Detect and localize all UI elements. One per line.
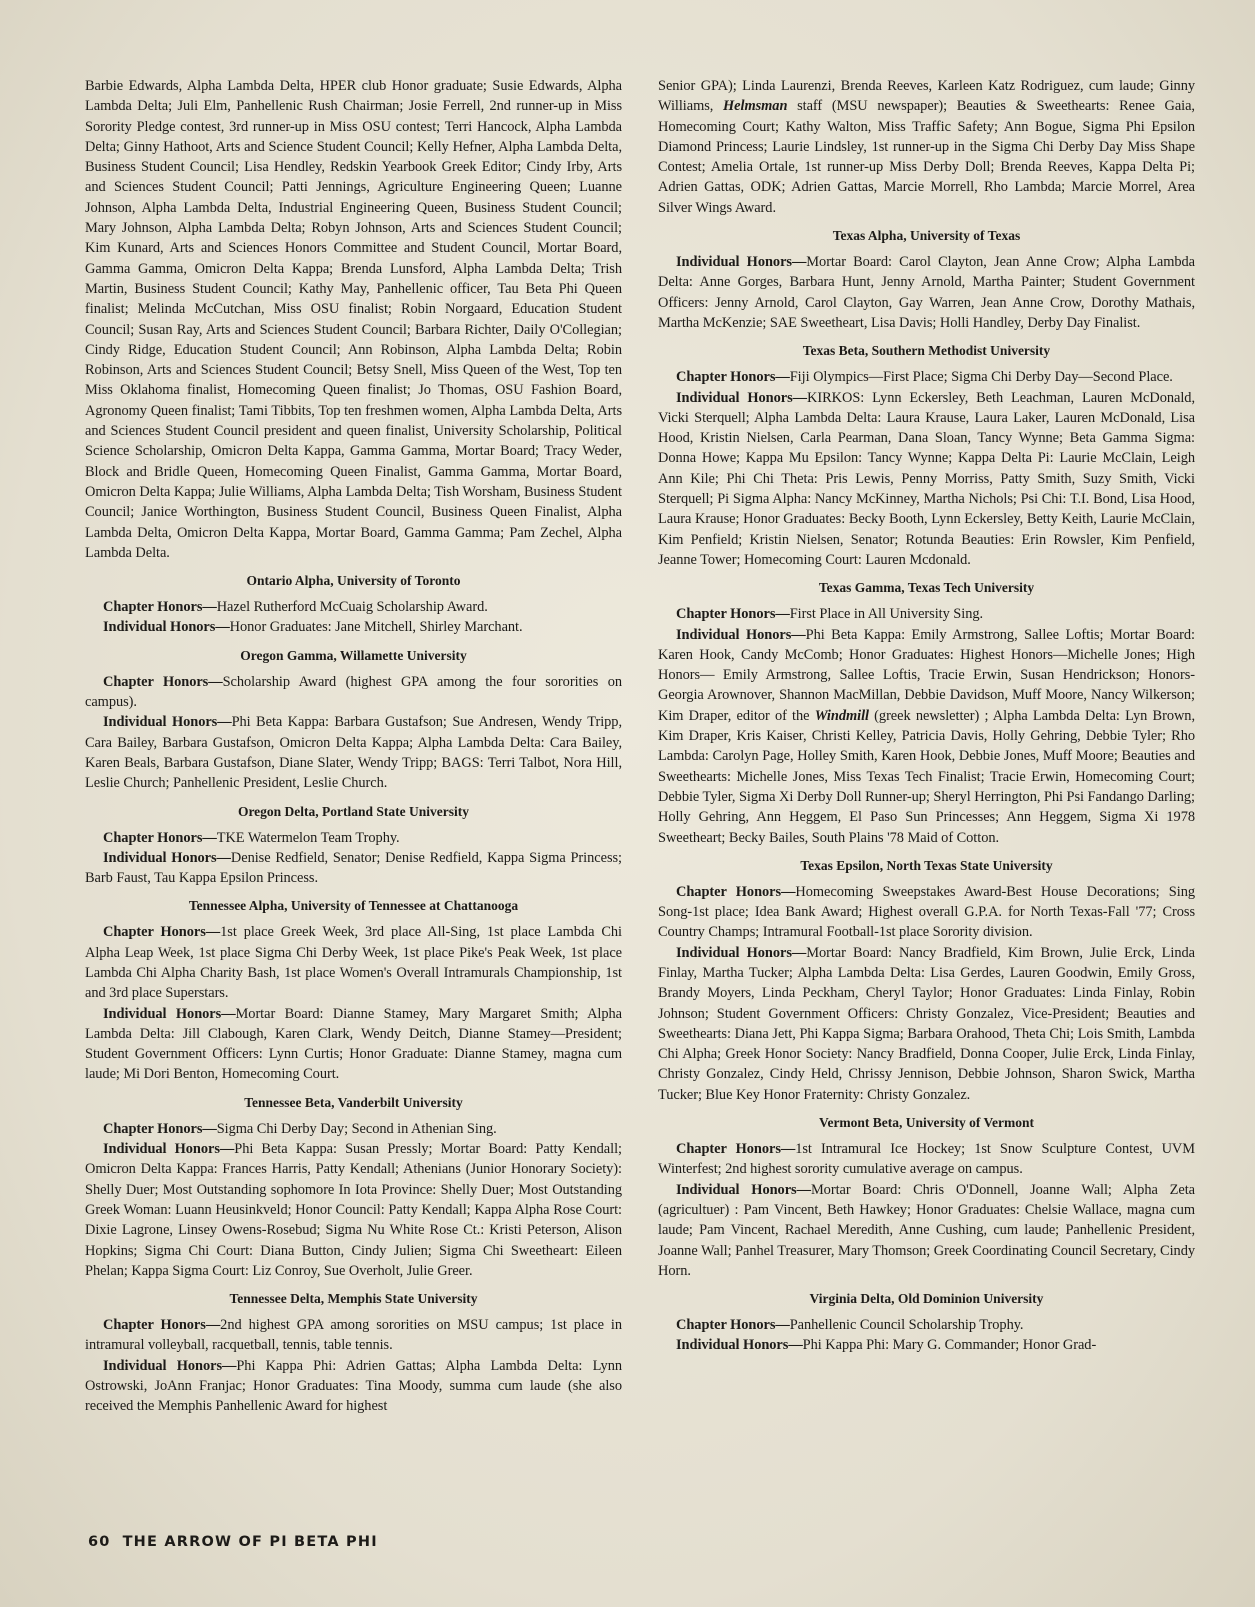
chapter-heading-oregon-gamma: Oregon Gamma, Willamette University xyxy=(240,647,467,663)
newspaper-title: Helmsman xyxy=(723,98,788,115)
individual-honors-label: Individual Honors— xyxy=(103,619,230,636)
individual-honors-oregon-gamma xyxy=(85,712,622,793)
individual-honors-oregon-delta xyxy=(85,848,622,889)
individual-honors-text: Mortar Board: Carol Clayton, Jean Anne Crow; Alpha Lambda Delta: Anne Gorges, Barbara Hunt, Jenny Arnold, Martha Painter; Student Government Officers: Jenny Arnold, Carol Clayton, Gay Warren, Jean Anne Crow, Dorothy Mathais, Martha McKenzie; SAE Sweetheart, Lisa Davis; Holli Handley, Derby Day Finalist. xyxy=(658,254,1195,331)
chapter-honors-label: Chapter Honors— xyxy=(103,599,217,616)
chapter-honors-tennessee-delta xyxy=(85,1315,622,1356)
individual-honors-text: Phi Beta Kappa: Susan Pressly; Mortar Board: Patty Kendall; Omicron Delta Kappa: Frances Harris, Patty Kendall; Athenians (Junior Honorary Society): Shelly Duer; Most Outstanding sophomore In Iota Province: Shelly Duer; Most Outstanding Greek Woman: Luann Heusinkveld; Honor Council: Patty Kendall; Kappa Alpha Rose Court: Dixie Lagrone, Linsey Owens-Rosebud; Sigma Nu White Rose Ct.: Kristi Peterson, Alison Hopkins; Sigma Chi Court: Diana Button, Cindy Julien; Sigma Chi Sweetheart: Eileen Phelan; Kappa Sigma Court: Liz Conroy, Sue Overholt, Julie Greer. xyxy=(85,1141,622,1279)
chapter-honors-oregon-gamma xyxy=(85,672,622,713)
individual-honors-ontario-alpha xyxy=(85,617,622,637)
page-footer xyxy=(88,1534,378,1550)
individual-honors-label: Individual Honors— xyxy=(676,254,807,271)
chapter-honors-text: Scholarship Award (highest GPA among the four sororities on campus). xyxy=(85,673,622,711)
individual-honors-virginia-delta xyxy=(658,1335,1195,1355)
chapter-honors-label: Chapter Honors— xyxy=(103,924,221,941)
chapter-honors-oregon-delta xyxy=(85,828,622,848)
individual-honors-label: Individual Honors— xyxy=(676,1337,803,1354)
chapter-honors-text: Sigma Chi Derby Day; Second in Athenian Sing. xyxy=(216,1120,497,1137)
individual-honors-label: Individual Honors— xyxy=(103,714,232,731)
chapter-heading-tennessee-alpha: Tennessee Alpha, University of Tennessee at Chattanooga xyxy=(188,898,519,914)
chapter-honors-tennessee-beta xyxy=(85,1119,622,1139)
chapter-honors-label: Chapter Honors— xyxy=(676,1317,790,1334)
individual-honors-text: Mortar Board: Nancy Bradfield, Kim Brown, Julie Erck, Linda Finlay, Martha Tucker; Alpha Lambda Delta: Lisa Gerdes, Lauren Goodwin, Emily Gross, Brandy Moyers, Linda Peckham, Cheryl Taylor; Honor Graduates: Linda Finlay, Robin Johnson; Student Government Officers: Christy Gonzalez, Vice-President; Beauties and Sweethearts: Diana Jett, Phi Kappa Sigma; Barbara Orahood, Theta Chi; Lois Smith, Lambda Chi Alpha; Greek Honor Society: Nancy Bradfield, Donna Cooper, Julie Erck, Linda Finlay, Christy Gonzalez, Cindy Held, Chrissy Jennison, Debbie Johnson, Sharon Swick, Martha Tucker; Blue Key Honor Fraternity: Christy Gonzalez. xyxy=(658,944,1195,1103)
chapter-honors-label: Chapter Honors— xyxy=(103,829,217,846)
individual-honors-tennessee-beta xyxy=(85,1139,622,1281)
chapter-honors-vermont-beta xyxy=(658,1139,1195,1180)
chapter-honors-label: Chapter Honors— xyxy=(103,1120,217,1137)
individual-honors-text: Mortar Board: Chris O'Donnell, Joanne Wall; Alpha Zeta (agricultuer) : Pam Vincent, Beth Hawkey; Honor Graduates: Chelsie Wallace, magna cum laude; Pam Vincent, Rachael Meredith, Anne Cushing, cum laude; Panhellenic President, Joanne Wall; Panhel Treasurer, Mary Thomson; Greek Coordinating Council Secretary, Cindy Horn. xyxy=(658,1181,1195,1279)
chapter-honors-tennessee-alpha xyxy=(85,922,622,1003)
chapter-honors-label: Chapter Honors— xyxy=(103,1317,221,1334)
individual-honors-text: Mortar Board: Dianne Stamey, Mary Margaret Smith; Alpha Lambda Delta: Jill Clabough, Karen Clark, Wendy Deitch, Dianne Stamey—President; Student Government Officers: Lynn Curtis; Honor Graduate: Dianne Stamey, magna cum laude; Mi Dori Benton, Homecoming Court. xyxy=(85,1005,622,1083)
chapter-honors-text: 1st place Greek Week, 3rd place All-Sing, 1st place Lambda Chi Alpha Leap Week, 1st place Sigma Chi Derby Week, 1st place Pike's Peak Week, 1st place Lambda Chi Alpha Charity Bash, 1st place Women's Overall Intramurals Championship, 1st and 3rd place Superstars. xyxy=(85,924,622,1002)
chapter-honors-text: Fiji Olympics—First Place; Sigma Chi Derby Day—Second Place. xyxy=(789,369,1173,386)
individual-honors-text: Denise Redfield, Senator; Denise Redfield, Kappa Sigma Princess; Barb Faust, Tau Kappa Epsilon Princess. xyxy=(85,849,622,887)
chapter-honors-label: Chapter Honors— xyxy=(676,369,790,386)
individual-honors-texas-gamma xyxy=(658,625,1195,848)
continued-text-a: Senior GPA); Linda Laurenzi, Brenda Reeves, Karleen Katz Rodriguez, cum laude; Ginny Williams, xyxy=(658,78,1195,115)
individual-honors-label: Individual Honors— xyxy=(676,1181,811,1198)
individual-honors-label: Individual Honors— xyxy=(676,389,807,406)
individual-honors-label: Individual Honors— xyxy=(676,944,807,961)
oklahoma-continued-paragraph: Barbie Edwards, Alpha Lambda Delta, HPER club Honor graduate; Susie Edwards, Alpha Lambda Delta; Juli Elm, Panhellenic Rush Chairman; Josie Ferrell, 2nd runner-up in Miss Sorority Pledge contest, 3rd runner-up in Miss OSU contest; Terri Hancock, Alpha Lambda Delta; Ginny Hathoot, Arts and Science Student Council; Kelly Hefner, Alpha Lambda Delta, Business Student Council; Lisa Hendley, Redskin Yearbook Greek Editor; Cindy Irby, Arts and Sciences Student Council; Patti Jennings, Agriculture Engineering Queen; Luanne Johnson, Alpha Lambda Delta, Industrial Engineering Queen, Business Student Council; Mary Johnson, Alpha Lambda Delta; Robyn Johnson, Arts and Sciences Student Council; Kim Kunard, Arts and Sciences Honors Committee and Student Council, Mortar Board, Gamma Gamma, Omicron Delta Kappa; Brenda Lunsford, Alpha Lambda Delta; Trish Martin, Business Student Council; Kathy May, Panhellenic officer, Tau Beta Phi Queen finalist; Melinda McCutchan, Miss OSU finalist; Robin Norgaard, Education Student Council; Susan Ray, Arts and Sciences Student Council; Barbara Richter, Daily O'Collegian; Cindy Ridge, Education Student Council; Ann Robinson, Alpha Lambda Delta; Robin Robinson, Arts and Sciences Student Council; Betsy Snell, Miss Queen of the West, Top ten Miss Oklahoma finalist, Homecoming Queen finalist; Jo Thomas, OSU Fashion Board, Agronomy Queen finalist; Tami Tibbits, Top ten freshmen women, Alpha Lambda Delta, Arts and Sciences Student Council president and queen finalist, University Scholarship, Political Science Scholarship, Omicron Delta Kappa, Gamma Gamma, Mortar Board; Tracy Weder, Block and Bridle Queen, Homecoming Queen Finalist, Gamma Gamma, Mortar Board, Omicron Delta Kappa; Julie Williams, Alpha Lambda Delta; Tish Worsham, Business Student Council; Janice Worthington, Business Student Council, Business Queen Finalist, Alpha Lambda Delta, Omicron Delta Kappa, Mortar Board, Gamma Gamma; Pam Zechel, Alpha Lambda Delta. xyxy=(85,78,622,561)
right-column xyxy=(658,76,1195,1356)
individual-honors-text: Honor Graduates: Jane Mitchell, Shirley Marchant. xyxy=(229,619,523,636)
tennessee-delta-continued-paragraph xyxy=(658,76,1195,218)
chapter-heading-vermont-beta: Vermont Beta, University of Vermont xyxy=(818,1115,1035,1131)
chapter-honors-text: Homecoming Sweepstakes Award-Best House Decorations; Sing Song-1st place; Idea Bank Award; Highest overall G.P.A. for North Texas-Fall '77; Cross Country Champs; Intramural Football-1st place Sorority division. xyxy=(658,883,1196,941)
individual-honors-label: Individual Honors— xyxy=(103,1357,237,1374)
individual-honors-text: Phi Kappa Phi: Adrien Gattas; Alpha Lambda Delta: Lynn Ostrowski, JoAnn Franjac; Honor Graduates: Tina Moody, summa cum laude (she also received the Memphis Panhellenic Award for highest xyxy=(85,1357,622,1415)
individual-honors-text: Phi Kappa Phi: Mary G. Commander; Honor Grad- xyxy=(802,1337,1097,1354)
publication-title: THE ARROW OF PI BETA PHI xyxy=(122,1534,378,1550)
chapter-heading-texas-epsilon: Texas Epsilon, North Texas State University xyxy=(800,857,1053,873)
chapter-heading-texas-gamma: Texas Gamma, Texas Tech University xyxy=(818,580,1035,596)
chapter-honors-virginia-delta xyxy=(658,1315,1195,1335)
chapter-honors-label: Chapter Honors— xyxy=(676,1141,796,1158)
individual-honors-tennessee-alpha xyxy=(85,1004,622,1085)
chapter-honors-text: Panhellenic Council Scholarship Trophy. xyxy=(789,1317,1024,1334)
individual-honors-texas-beta xyxy=(658,388,1195,571)
individual-honors-tennessee-delta xyxy=(85,1356,622,1417)
individual-honors-texas-epsilon xyxy=(658,943,1195,1105)
chapter-honors-label: Chapter Honors— xyxy=(676,606,790,623)
chapter-honors-text: Hazel Rutherford McCuaig Scholarship Award. xyxy=(216,599,488,616)
chapter-honors-text: TKE Watermelon Team Trophy. xyxy=(216,829,400,846)
individual-honors-vermont-beta xyxy=(658,1180,1195,1281)
chapter-honors-texas-gamma xyxy=(658,604,1195,624)
chapter-heading-tennessee-beta: Tennessee Beta, Vanderbilt University xyxy=(244,1094,463,1110)
page-number: 60 xyxy=(88,1534,111,1550)
newsletter-title: Windmill xyxy=(814,707,869,724)
individual-honors-label: Individual Honors— xyxy=(103,1005,236,1022)
individual-honors-label: Individual Honors— xyxy=(676,626,806,643)
chapter-honors-texas-epsilon xyxy=(658,882,1195,943)
chapter-heading-ontario-alpha: Ontario Alpha, University of Toronto xyxy=(246,573,461,589)
chapter-heading-tennessee-delta: Tennessee Delta, Memphis State University xyxy=(229,1291,478,1307)
chapter-honors-text: 2nd highest GPA among sororities on MSU campus; 1st place in intramural volleyball, racquetball, tennis, table tennis. xyxy=(85,1317,623,1354)
chapter-heading-oregon-delta: Oregon Delta, Portland State University xyxy=(237,803,470,819)
chapter-heading-texas-beta: Texas Beta, Southern Methodist University xyxy=(802,343,1051,359)
chapter-heading-virginia-delta: Virginia Delta, Old Dominion University xyxy=(809,1291,1044,1307)
individual-honors-text: Phi Beta Kappa: Barbara Gustafson; Sue Andresen, Wendy Tripp, Cara Bailey, Barbara Gustafson, Omicron Delta Kappa; Alpha Lambda Delta: Cara Bailey, Karen Beals, Barbara Gustafson, Diane Slater, Wendy Tripp; BAGS: Terri Talbot, Nora Hill, Leslie Church; Panhellenic President, Leslie Church. xyxy=(85,714,622,792)
chapter-honors-text: First Place in All University Sing. xyxy=(789,606,984,623)
individual-honors-texas-alpha xyxy=(658,252,1195,333)
individual-honors-text-a: Phi Beta Kappa: Emily Armstrong, Sallee Loftis; Mortar Board: Karen Hook, Candy McComb; Honor Graduates: Highest Honors—Michelle Jones; High Honors— Emily Armstrong, Sallee Loftis, Tracie Erwin, Susan Hendrickson; Honors-Georgia Arownover, Shannon MacMillan, Debbie Davidson, Muff Moore, Nancy Wilkerson; Kim Draper, editor of the xyxy=(658,626,1195,724)
chapter-honors-ontario-alpha xyxy=(85,597,622,617)
chapter-honors-text: 1st Intramural Ice Hockey; 1st Snow Sculpture Contest, UVM Winterfest; 2nd highest sorority cumulative average on campus. xyxy=(658,1141,1195,1178)
chapter-honors-texas-beta xyxy=(658,367,1195,387)
chapter-heading-texas-alpha: Texas Alpha, University of Texas xyxy=(832,228,1021,244)
chapter-honors-label: Chapter Honors— xyxy=(676,883,796,900)
continued-text-b: staff (MSU newspaper); Beauties & Sweethearts: Renee Gaia, Homecoming Court; Kathy Walton, Miss Traffic Safety; Ann Bogue, Sigma Phi Epsilon Diamond Princess; Laurie Lindsley, 1st runner-up in the Sigma Chi Derby Day Miss Shape Contest; Amelia Ortale, 1st runner-up Miss Derby Doll; Brenda Reeves, Kappa Delta Pi; Adrien Gattas, ODK; Adrien Gattas, Marcie Morrell, Rho Lambda; Marcie Morrel, Area Silver Wings Award. xyxy=(658,98,1195,216)
individual-honors-label: Individual Honors— xyxy=(103,849,231,866)
left-column xyxy=(85,76,622,1417)
chapter-honors-label: Chapter Honors— xyxy=(103,673,223,690)
individual-honors-text: KIRKOS: Lynn Eckersley, Beth Leachman, Lauren McDonald, Vicki Sterquell; Alpha Lambda Delta: Laura Krause, Laura Laker, Lauren McDonald, Lisa Hood, Kristin Nielsen, Carla Pearman, Dana Sloan, Tancy Wynne; Beta Gamma Sigma: Donna Howe; Kappa Mu Epsilon: Tancy Wynne; Kappa Delta Pi: Laurie McClain, Leigh Ann Kile; Phi Chi Theta: Pris Lewis, Penny Morriss, Patty Smith, Suzy Smith, Vicki Sterquell; Pi Sigma Alpha: Nancy McKinney, Martha Nichols; Psi Chi: T.I. Bond, Lisa Hood, Laura Krause; Honor Graduates: Becky Booth, Lynn Eckersley, Betty Keith, Laurie McClain, Kim Penfield; Kristin Nielsen, Senator; Rotunda Beauties: Erin Rowsler, Kim Penfield, Jeanne Tower; Homecoming Court: Lauren Mcdonald. xyxy=(658,389,1195,568)
individual-honors-label: Individual Honors— xyxy=(103,1141,235,1158)
individual-honors-text-b: (greek newsletter) ; Alpha Lambda Delta: Lyn Brown, Kim Draper, Kris Kaiser, Christi Kelley, Patricia Davis, Holly Gehring, Debbie Tyler; Rho Lambda: Carolyn Page, Holley Smith, Karen Hook, Debbie Jones, Muff Moore; Beauties and Sweethearts: Michelle Jones, Miss Texas Tech Finalist; Tracie Erwin, Homecoming Court; Debbie Tyler, Sigma Xi Derby Doll Runner-up; Sheryl Herrington, Phi Psi Fandango Darling; Holly Gehring, Ann Heggem, El Paso Sun Princesses; Ann Heggem, Sigma Xi 1978 Sweetheart; Becky Bailes, South Plains '78 Maid of Cotton. xyxy=(658,707,1195,846)
